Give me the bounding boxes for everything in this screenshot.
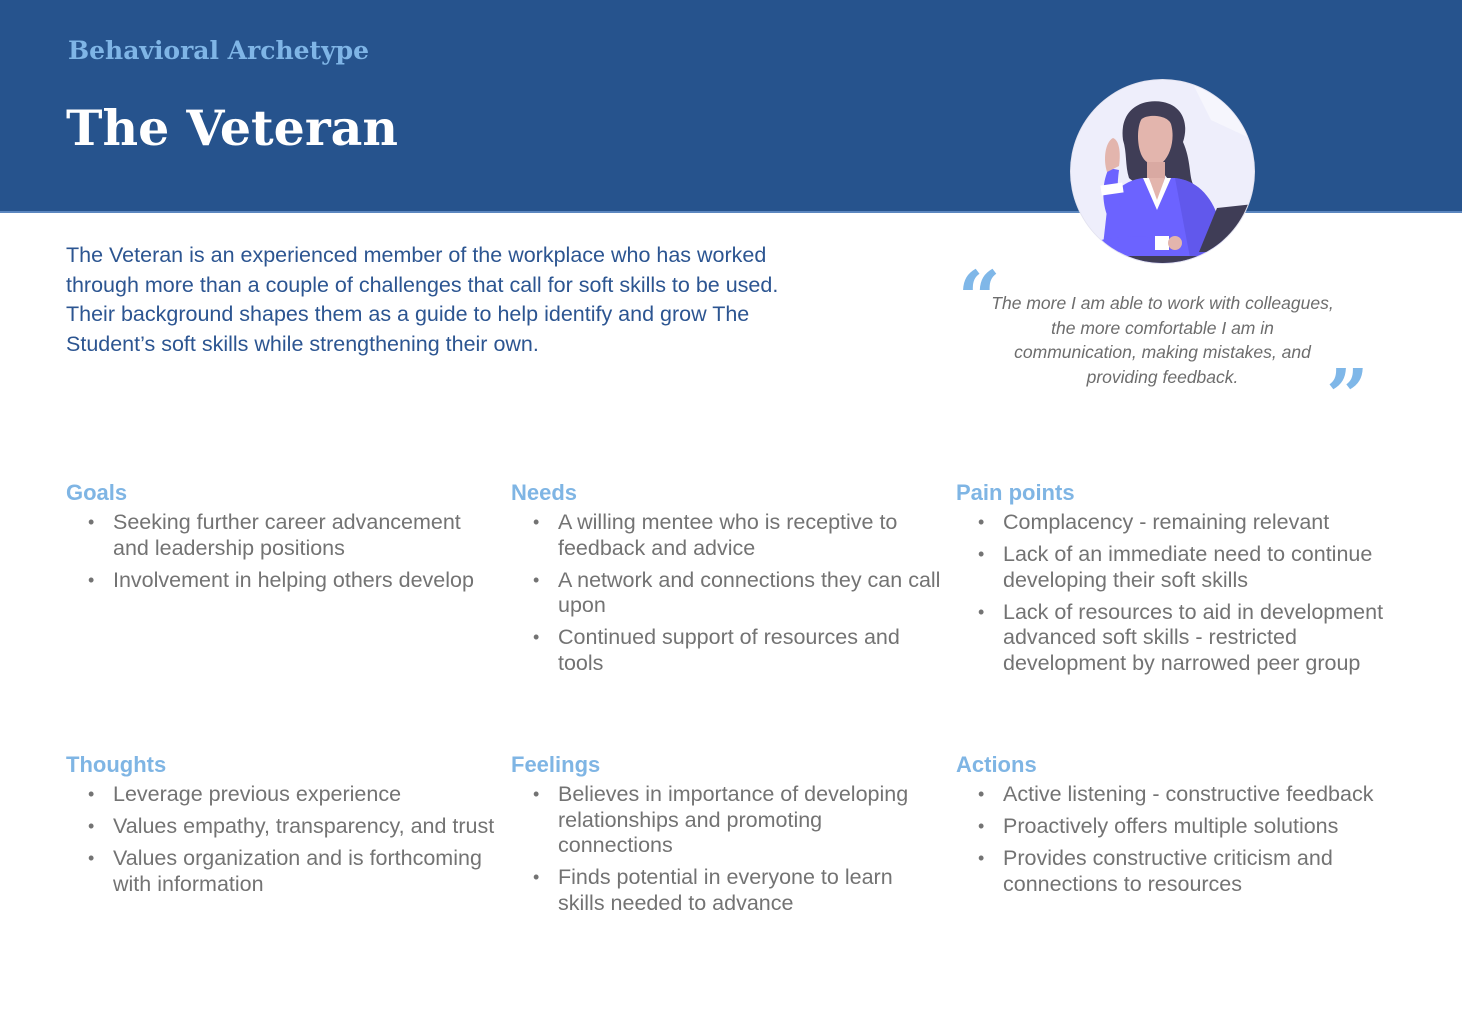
section-thoughts	[66, 752, 496, 904]
list-item: • A network and connections they can call upon	[533, 567, 941, 617]
section-title: Feelings	[511, 752, 601, 777]
bullet-icon: •	[533, 569, 540, 590]
section-title: Thoughts	[66, 752, 167, 777]
bullet-icon: •	[88, 784, 95, 804]
needs-list	[511, 510, 941, 676]
bullet-icon: •	[88, 569, 95, 590]
list-item: • Finds potential in everyone to learn skills needed to advance	[533, 865, 893, 915]
bullet-icon: •	[978, 544, 985, 564]
bullet-icon: •	[533, 784, 540, 804]
list-item: • Continued support of resources and tools	[533, 625, 900, 675]
persona-quote: The more I am able to work with colleagues, the more comfortable I am in communication, making mistakes, and providing feedback.	[991, 293, 1334, 387]
bullet-icon: •	[978, 512, 985, 532]
list-item: • Involvement in helping others develop	[88, 567, 474, 592]
archetype-label: Behavioral Archetype	[68, 36, 370, 65]
section-feelings	[511, 752, 941, 923]
list-item: • Values organization and is forthcoming with information	[88, 846, 482, 896]
section-needs	[511, 480, 941, 683]
section-pain-points	[956, 480, 1396, 683]
section-title: Pain points	[956, 480, 1075, 505]
open-quote-icon: “	[958, 256, 1001, 342]
bullet-icon: •	[88, 512, 95, 532]
feelings-list	[511, 782, 941, 916]
bullet-icon: •	[88, 848, 95, 868]
bullet-icon: •	[978, 816, 985, 836]
bullet-icon: •	[978, 848, 985, 868]
woman-at-laptop-icon	[1071, 80, 1254, 263]
section-title: Goals	[66, 480, 128, 505]
list-item: • Active listening - constructive feedback	[978, 782, 1374, 806]
section-title: Needs	[511, 480, 578, 505]
persona-description: The Veteran is an experienced member of the workplace who has worked through more than a couple of challenges that call for soft skills to be used. Their background shapes them as a guide to help identify and grow The Student’s soft skills while strengthening their own.	[66, 243, 779, 356]
list-item: • Complacency - remaining relevant	[978, 510, 1330, 534]
bullet-icon: •	[533, 512, 540, 532]
bullet-icon: •	[88, 816, 95, 836]
list-item: • Seeking further career advancement and leadership positions	[88, 510, 461, 560]
bullet-icon: •	[978, 601, 985, 622]
list-item: • Values empathy, transparency, and trust	[88, 814, 495, 838]
list-item: • A willing mentee who is receptive to feedback and advice	[533, 510, 898, 560]
section-actions	[956, 752, 1396, 904]
bullet-icon: •	[533, 627, 540, 647]
list-item: • Proactively offers multiple solutions	[978, 814, 1339, 838]
bullet-icon: •	[978, 784, 985, 804]
list-item: • Provides constructive criticism and connections to resources	[978, 846, 1333, 896]
close-quote-icon: ”	[1326, 354, 1369, 440]
persona-avatar	[1071, 80, 1254, 263]
goals-list	[66, 510, 496, 593]
section-goals	[66, 480, 496, 600]
list-item: • Lack of an immediate need to continue developing their soft skills	[978, 542, 1373, 592]
pain-points-list	[956, 510, 1396, 676]
page-title: The Veteran	[66, 99, 399, 157]
section-title: Actions	[956, 752, 1037, 777]
bullet-icon: •	[533, 867, 540, 887]
thoughts-list	[66, 782, 496, 897]
list-item: • Lack of resources to aid in development advanced soft skills - restricted development by narrowed peer group	[978, 599, 1384, 675]
list-item: • Leverage previous experience	[88, 782, 402, 806]
actions-list	[956, 782, 1396, 897]
list-item: • Believes in importance of developing relationships and promoting connections	[533, 782, 909, 857]
